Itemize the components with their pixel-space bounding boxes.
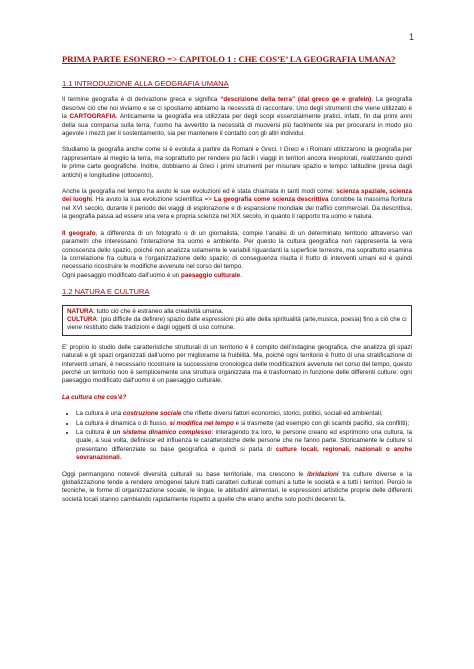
page-number: 1 [408, 32, 414, 42]
text-run: che riflette diversi fattori economici, storici, politici, sociali ed ambientali; [181, 410, 383, 418]
term-label: CULTURA [67, 315, 97, 323]
highlight-text: La geografia come scienza descrittiva [213, 196, 329, 204]
text-run: . [240, 271, 242, 279]
paragraph-evolution [62, 188, 412, 222]
document-title: PRIMA PARTE ESONERO => CAPITOLO 1 : CHE COS’E’ LA GEOGRAFIA UMANA? [62, 54, 396, 64]
document-body [62, 80, 412, 512]
paragraph-geographer [62, 230, 412, 280]
text-run: . [119, 454, 122, 462]
paragraph-greeks-romans: Studiamo la geografia anche come si è evoluta a partire da Romani e Greci. I Greci e i Romani utilizzarono la geografia per rappresentare al meglio la terra, ma soprattutto per rendere più facili i viaggi in territori ancora inesplorati, realizzando quindi le prime carte geografiche. Inoltre, dobbiamo ai Greci i primi strumenti per misurare spazio e tempo: latitudine (presa dagli antichi) e longitudine (ottocento). [62, 146, 412, 179]
highlight-text: paesaggio culturale [181, 271, 241, 279]
highlight-text: è un sistema dinamico complesso [106, 429, 212, 436]
highlight-text: costruzione sociale [122, 410, 182, 418]
highlight-text: Il geografo [62, 229, 96, 237]
text-run: e si trasmette (ad esempio con gli scambi pacifici, sia conflitti); [233, 419, 410, 427]
text-run: Ogni paesaggio modificato dall’uomo è un [62, 271, 182, 279]
highlight-text: scienza spaziale, scienza dei luoghi [62, 188, 412, 204]
term-label: NATURA [67, 307, 94, 315]
highlight-text: si modifica nel tempo [169, 419, 234, 427]
text-run: . Anticamente la geografia era utilizzata per degli scopi essenzialmente pratici, infatti, fin dai primi anni della sua comparsa sulla terra, l’uomo ha avvertito la necessità di muoversi più facilmente sia per procurarsi in modo più agevole i mezzi per il sostentamento, sia per mantenere il contatto con gli altri individui. [62, 113, 412, 138]
section-heading-1-2: 1.2 NATURA E CULTURA [62, 287, 150, 297]
highlight-text: CARTOGRAFIA [69, 113, 116, 121]
text-run: La cultura è dinamica o di flusso, [76, 419, 170, 427]
list-item [76, 429, 412, 463]
text-run: La cultura è una [76, 410, 123, 418]
text-run: Oggi permangono notevoli diversità culturali su base territoriale, ma crescono le [62, 470, 308, 478]
paragraph-globalization [62, 471, 412, 505]
text-run: . Ha avuto la sua evoluzione scientifica => [92, 196, 214, 204]
definitions-box [62, 305, 412, 336]
highlight-text: culture locali, regionali, nazionali o anche sovranazionali [76, 445, 412, 462]
text-run: Anche la geografia nel tempo ha avuto le sue evoluzioni ed è stata chiamata in tanti modi come: [62, 188, 337, 196]
paragraph-territory: E’ proprio lo studio delle caratteristiche strutturali di un territorio è il compito dell’indagine geografica, che analizza gli spazi naturali e gli spazi organizzati dall’uomo per migliorarne la fruibilità. Ma, poiché ogni territorio è frutto di una stratificazione di interventi umani, è necessario ricostruire la successione cronologica delle modificazioni avvenute nel corso del tempo, questo perché un territorio non è semplicemente una struttura organizzata ma è trasformato in funzione delle differenti culture: ogni paesaggio modificato dall’uomo è un paesaggio culturale. [62, 343, 412, 385]
definition-cultura [67, 316, 407, 333]
term-text: : (più difficile da definire) spazio dalle espressioni più alte della spiritualità (arte,musica, poesia) fino a ciò che ci viene restituito dalle tradizioni e dagli oggetti di uso comune. [67, 315, 407, 332]
highlight-text: “descrizione della terra” (dal greco ge e grafein) [220, 96, 372, 104]
text-run: conobbe la massima fioritura nel XVI secolo, durante il periodo dei viaggi di esplorazione e di espansione mondiale dei traffici commerciali. Da descrittiva, la geografia passa ad essere una vera e propria scienza nel XIX secolo, in quanto il rapporto tra uomo e natura. [62, 196, 413, 221]
text-run: La cultura [76, 429, 107, 436]
term-text: : tutto ciò che è estraneo alla creatività umana. [93, 307, 224, 315]
text-run: : interagendo tra loro, le persone creano ed esprimono una cultura, la quale, a sua volta, definisce ed influenza le caratteristiche delle persone che ne fanno parte. Storicamente le culture si presentano differenziate su base geografica e quindi si parla di [76, 429, 412, 453]
highlight-text: ibridazioni [307, 470, 339, 478]
question-heading: La cultura che cos’è? [62, 393, 127, 401]
section-heading-1-1: 1.1 INTRODUZIONE ALLA GEOGRAFIA UMANA [62, 79, 229, 88]
text-run: . La geografia descrive ciò che noi viviamo e se ci spostiamo abbiamo la necessità di raccontare. Uno degli strumenti che viene utilizzato è la [62, 96, 412, 121]
culture-list [62, 410, 412, 462]
text-run: tra culture diverse e la globalizzazione tende a rendere omogenei taluni tratti caratteri culturali comuni a tutte le società e a tutti i territori. Perciò le tecniche, le forme di organizzazione sociale, le lingue, le abitudini alimentari, le espressioni artistiche proprie delle differenti società locali stanno cambiando rapidamente rispetto a quelle che erano anche solo pochi decenni fa. [62, 470, 412, 503]
text-run: , a differenza di un fotografo o di un giornalista, compie l’analisi di un determinato territorio attraverso vari parametri che interessano l’interazione tra uomo e ambiente. Per questo la cultura geografica non rappresenta la vera conoscenza dello spazio, poiché non analizza solamente le variabili riguardanti la superficie terrestre, ma soprattutto esamina la correlazione fra cultura e l’organizzazione dello spazio; di conseguenza risulta il frutto di interventi umani ed è quindi necessario ricostruire le modifiche avvenute nel corso del tempo. [62, 229, 412, 271]
list-item [76, 410, 412, 418]
paragraph-intro [62, 96, 412, 138]
list-item [76, 420, 412, 428]
text-run: Il termine geografia è di derivazione greca e significa [62, 96, 221, 104]
definition-natura [67, 308, 407, 316]
